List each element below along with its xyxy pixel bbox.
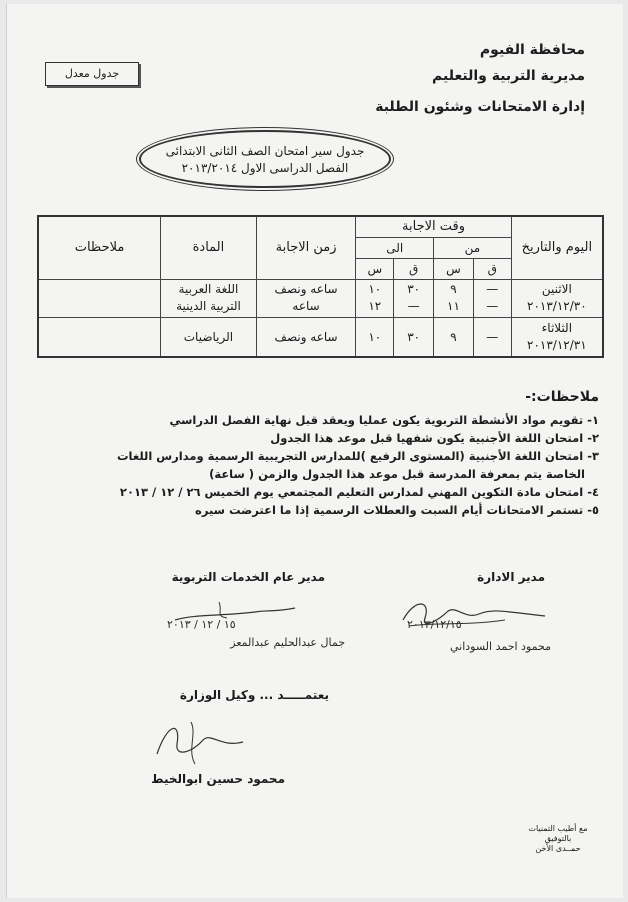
header-answer-time: وقت الاجابة [356,216,511,237]
row1-subject [161,279,257,317]
row1-to-hour-1: ١٠ [368,282,382,296]
row1-from-minute-2: — [486,299,499,313]
schedule-title [139,130,391,188]
table-row [38,279,603,317]
directorate-label: مديرية التربية والتعليم [432,68,585,84]
header-to-hour: س [356,258,394,279]
notes-list [39,411,599,519]
row2-from-minute: — [473,317,511,357]
header-subject: المادة [161,216,257,279]
row1-from-hour-1: ٩ [450,282,457,296]
services-director-title: مدير عام الخدمات التربوية [171,570,325,584]
row2-date: ٢٠١٣/١٢/٣١ [527,337,587,352]
row1-to-minute-2: — [407,299,420,313]
footer-note-line2: حمــدى الأخن [535,844,581,853]
note-item-2: ٢- امتحان اللغة الأجنبية يكون شفهيا قبل موعد هذا الجدول [270,431,599,445]
row1-day: الاثنين [541,282,572,296]
row2-day: الثلاثاء [541,320,573,335]
note-item-3-cont: الخاصة يتم بمعرفة المدرسة قبل موعد هذا الجدول والزمن ( ساعة) [209,467,585,481]
row1-duration-1: ساعه ونصف [274,282,338,296]
exam-schedule-table [37,215,604,358]
row1-subject-1: اللغة العربية [178,282,239,296]
admin-director-name: محمود احمد السوداني [449,640,551,653]
header-from: من [434,237,512,258]
modified-schedule-text: جدول معدل [64,67,120,80]
note-item-5: ٥- تستمر الامتحانات أيام السبت والعطلات الرسمية إذا ما اعترضت سيره [195,503,599,517]
row1-from-minute [473,279,511,317]
row1-subject-2: التربية الدينية [176,299,241,313]
row2-to-minute: ٣٠ [394,317,434,357]
document-page [6,4,623,898]
governorate-label: محافظة الفيوم [479,42,585,58]
row2-day-date [511,317,603,357]
header-duration: زمن الاجابة [256,216,356,279]
header-notes: ملاحظات [38,216,161,279]
approval-line: يعتمـــــد ... وكيل الوزارة [179,688,329,702]
row1-from-minute-1: — [486,282,499,296]
row1-to-hour [356,279,394,317]
row2-to-hour: ١٠ [356,317,394,357]
row2-notes [38,317,161,357]
row1-duration [256,279,356,317]
header-to: الى [356,237,434,258]
department-label: إدارة الامتحانات وشئون الطلبة [375,99,585,115]
row1-from-hour [434,279,474,317]
header-from-hour: س [434,258,474,279]
row2-from-hour: ٩ [434,317,474,357]
header-day-date: اليوم والتاريخ [511,216,603,279]
schedule-title-line2: الفصل الدراسى الاول ٢٠١٣/٢٠١٤ [181,161,349,175]
undersecretary-signature [147,714,257,770]
row1-to-minute [394,279,434,317]
services-director-name: جمال عبدالحليم عبدالمعز [230,636,345,649]
modified-schedule-badge [45,62,139,86]
row1-to-minute-1: ٣٠ [407,282,421,296]
admin-director-date: ٢٠١٣/١٢/١٥ [407,618,462,631]
row1-from-hour-2: ١١ [447,299,460,313]
services-director-date: ١٥ / ١٢ / ٢٠١٣ [167,618,236,631]
row2-subject: الرياضيات [161,317,257,357]
row1-duration-2: ساعه [292,299,320,313]
admin-director-title: مدير الادارة [477,570,545,584]
row1-to-hour-2: ١٢ [368,299,382,313]
schedule-title-line1: جدول سير امتحان الصف الثانى الابتدائى [165,144,365,158]
row1-notes [38,279,161,317]
header-to-minute: ق [394,258,434,279]
row1-date: ٢٠١٣/١٢/٣٠ [527,299,587,313]
notes-title: ملاحظات:- [525,389,599,405]
note-item-4: ٤- امتحان مادة التكوين المهني لمدارس التعليم المجتمعي يوم الخميس ٢٦ / ١٢ / ٢٠١٣ [119,485,599,499]
header-from-minute: ق [473,258,511,279]
footer-note [523,824,593,854]
footer-note-line1: مع أطيب التمنيات بالتوفيق [528,824,588,843]
undersecretary-name: محمود حسين ابوالخيط [151,772,285,786]
table-row [38,317,603,357]
row2-duration: ساعه ونصف [256,317,356,357]
note-item-3: ٣- امتحان اللغة الأجنبية (المستوى الرفيع )للمدارس التجريبية الرسمية ومدارس اللغات [116,449,599,463]
row1-day-date [511,279,603,317]
note-item-1: ١- تقويم مواد الأنشطة التربوية يكون عمليا ويعقد قبل نهاية الفصل الدراسي [169,413,599,427]
